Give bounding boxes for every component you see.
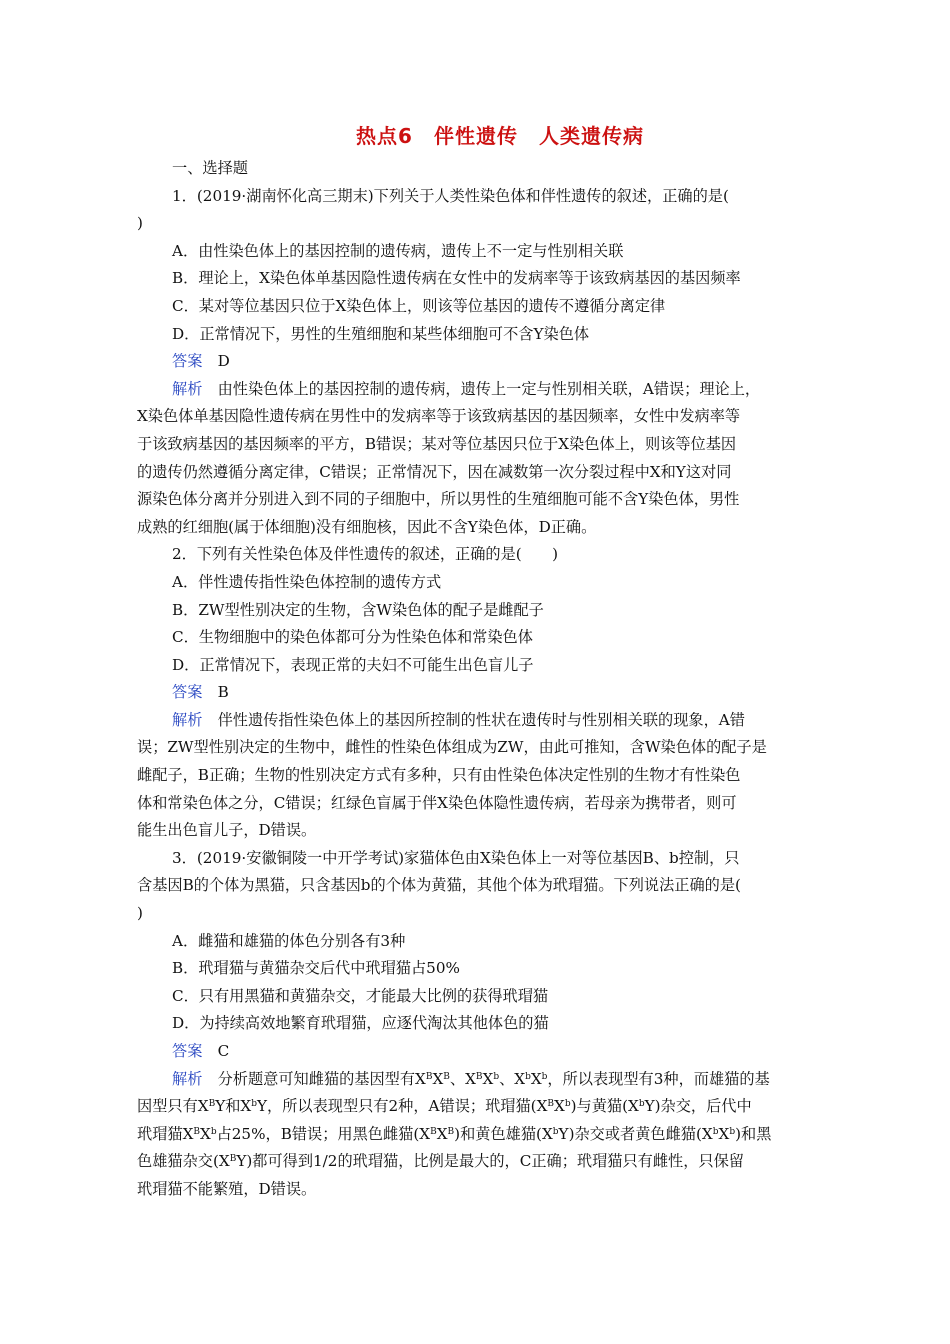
- q3-answer: [137, 1038, 815, 1066]
- q3-stem-line-1: 3．(2019·安徽铜陵一中开学考试)家猫体色由X染色体上一对等位基因B、b控制，只: [172, 848, 740, 867]
- q1-option-d: D．正常情况下，男性的生殖细胞和某些体细胞可不含Y染色体: [172, 324, 590, 343]
- q3-analysis-line-4: 色雄猫杂交$(X^BY)$都可得到1/2的玳瑁猫，比例是最大的，C正确；玳瑁猫只有雌性，只保留: [137, 1152, 744, 1171]
- q1-option-b: B．理论上，X染色体单基因隐性遗传病在女性中的发病率等于该致病基因的基因频率: [172, 269, 741, 288]
- q3-stem-line-3: ): [137, 904, 143, 923]
- q3-stem-line-2: 含基因B的个体为黑猫，只含基因b的个体为黄猫，其他个体为玳瑁猫。下列说法正确的是(: [137, 876, 741, 895]
- q1-analysis-line-2: X染色体单基因隐性遗传病在男性中的发病率等于该致病基因的基因频率，女性中发病率等: [137, 407, 741, 426]
- q1-answer: [137, 348, 815, 376]
- q3-option-a: A．雌猫和雄猫的体色分别各有3种: [172, 931, 406, 950]
- q1-analysis-line-5: 源染色体分离并分别进入到不同的子细胞中，所以男性的生殖细胞可能不含Y染色体，男性: [137, 490, 740, 509]
- answer-value: C: [217, 1042, 230, 1060]
- q3-analysis-line-5: 玳瑁猫不能繁殖，D错误。: [137, 1179, 317, 1198]
- q2-stem: 2．下列有关性染色体及伴性遗传的叙述，正确的是( ): [172, 545, 559, 564]
- q3-option-b: B．玳瑁猫与黄猫杂交后代中玳瑁猫占50%: [172, 959, 460, 978]
- answer-label: 答案: [172, 1042, 203, 1060]
- q2-option-a: A．伴性遗传指性染色体控制的遗传方式: [172, 572, 442, 591]
- q1-analysis-line-4: 的遗传仍然遵循分离定律，C错误；正常情况下，因在减数第一次分裂过程中X和Y这对同: [137, 462, 732, 481]
- q1-stem-line-2: ): [137, 214, 143, 233]
- q1-option-a: A．由性染色体上的基因控制的遗传病，遗传上不一定与性别相关联: [172, 241, 624, 260]
- q2-analysis-line-2: 误；ZW型性别决定的生物中，雌性的性染色体组成为ZW，由此可推知，含W染色体的配子是: [137, 738, 767, 757]
- answer-label: 答案: [172, 352, 203, 371]
- q1-option-c: C．某对等位基因只位于X染色体上，则该等位基因的遗传不遵循分离定律: [172, 296, 666, 315]
- q2-analysis-line-5: 能生出色盲儿子，D错误。: [137, 821, 317, 840]
- document-body: [137, 155, 815, 1204]
- q2-analysis-line-3: 雌配子，B正确；生物的性别决定方式有多种，只有由性染色体决定性别的生物才有性染色: [137, 766, 741, 785]
- answer-label: 答案: [172, 683, 203, 702]
- q2-option-c: C．生物细胞中的染色体都可分为性染色体和常染色体: [172, 628, 533, 647]
- analysis-label: 解析: [172, 379, 203, 398]
- q1-stem-line-1: 1．(2019·湖南怀化高三期末)下列关于人类性染色体和伴性遗传的叙述，正确的是(: [172, 186, 729, 205]
- q2-answer: [137, 679, 815, 707]
- q1-analysis-line-1: 解析 由性染色体上的基因控制的遗传病，遗传上一定与性别相关联，A错误；理论上，: [172, 379, 761, 398]
- q2-option-d: D．正常情况下，表现正常的夫妇不可能生出色盲儿子: [172, 655, 534, 674]
- q2-option-b: B．ZW型性别决定的生物，含W染色体的配子是雌配子: [172, 600, 544, 619]
- q2-analysis-line-1: 解析 伴性遗传指性染色体上的基因所控制的性状在遗传时与性别相关联的现象，A错: [172, 710, 745, 729]
- answer-value: D: [217, 352, 230, 371]
- q3-analysis-line-2: 因型只有$X^BY$和$X^bY$，所以表现型只有2种，A错误；玳瑁猫$(X^BX^b)$与黄猫$(X^bY)$杂交，后代中: [137, 1097, 752, 1116]
- answer-value: B: [217, 683, 229, 702]
- q3-analysis-line-3: 玳瑁猫$X^BX^b$占25%，B错误；用黑色雌猫$(X^BX^B)$和黄色雄猫$(X^bY)$杂交或者黄色雌猫$(X^bX^b)$和黑: [137, 1124, 772, 1143]
- analysis-label: 解析: [172, 1069, 203, 1088]
- q3-option-d: D．为持续高效地繁育玳瑁猫，应逐代淘汰其他体色的猫: [172, 1014, 549, 1033]
- page-title: 热点6 伴性遗传 人类遗传病: [356, 124, 644, 148]
- q3-analysis-line-1: 解析 分析题意可知雌猫的基因型有$X^BX^B$、$X^BX^b$、$X^bX^b$，所以表现型有3种，而雄猫的基: [172, 1069, 770, 1088]
- q2-analysis-line-4: 体和常染色体之分，C错误；红绿色盲属于伴X染色体隐性遗传病，若母亲为携带者，则可: [137, 793, 737, 812]
- section-heading: 一、选择题: [172, 159, 248, 177]
- q3-option-c: C．只有用黑猫和黄猫杂交，才能最大比例的获得玳瑁猫: [172, 986, 549, 1005]
- q1-analysis-line-6: 成熟的红细胞(属于体细胞)没有细胞核，因此不含Y染色体，D正确。: [137, 517, 597, 536]
- q1-analysis-line-3: 于该致病基因的基因频率的平方，B错误；某对等位基因只位于X染色体上，则该等位基因: [137, 434, 737, 453]
- analysis-label: 解析: [172, 710, 203, 729]
